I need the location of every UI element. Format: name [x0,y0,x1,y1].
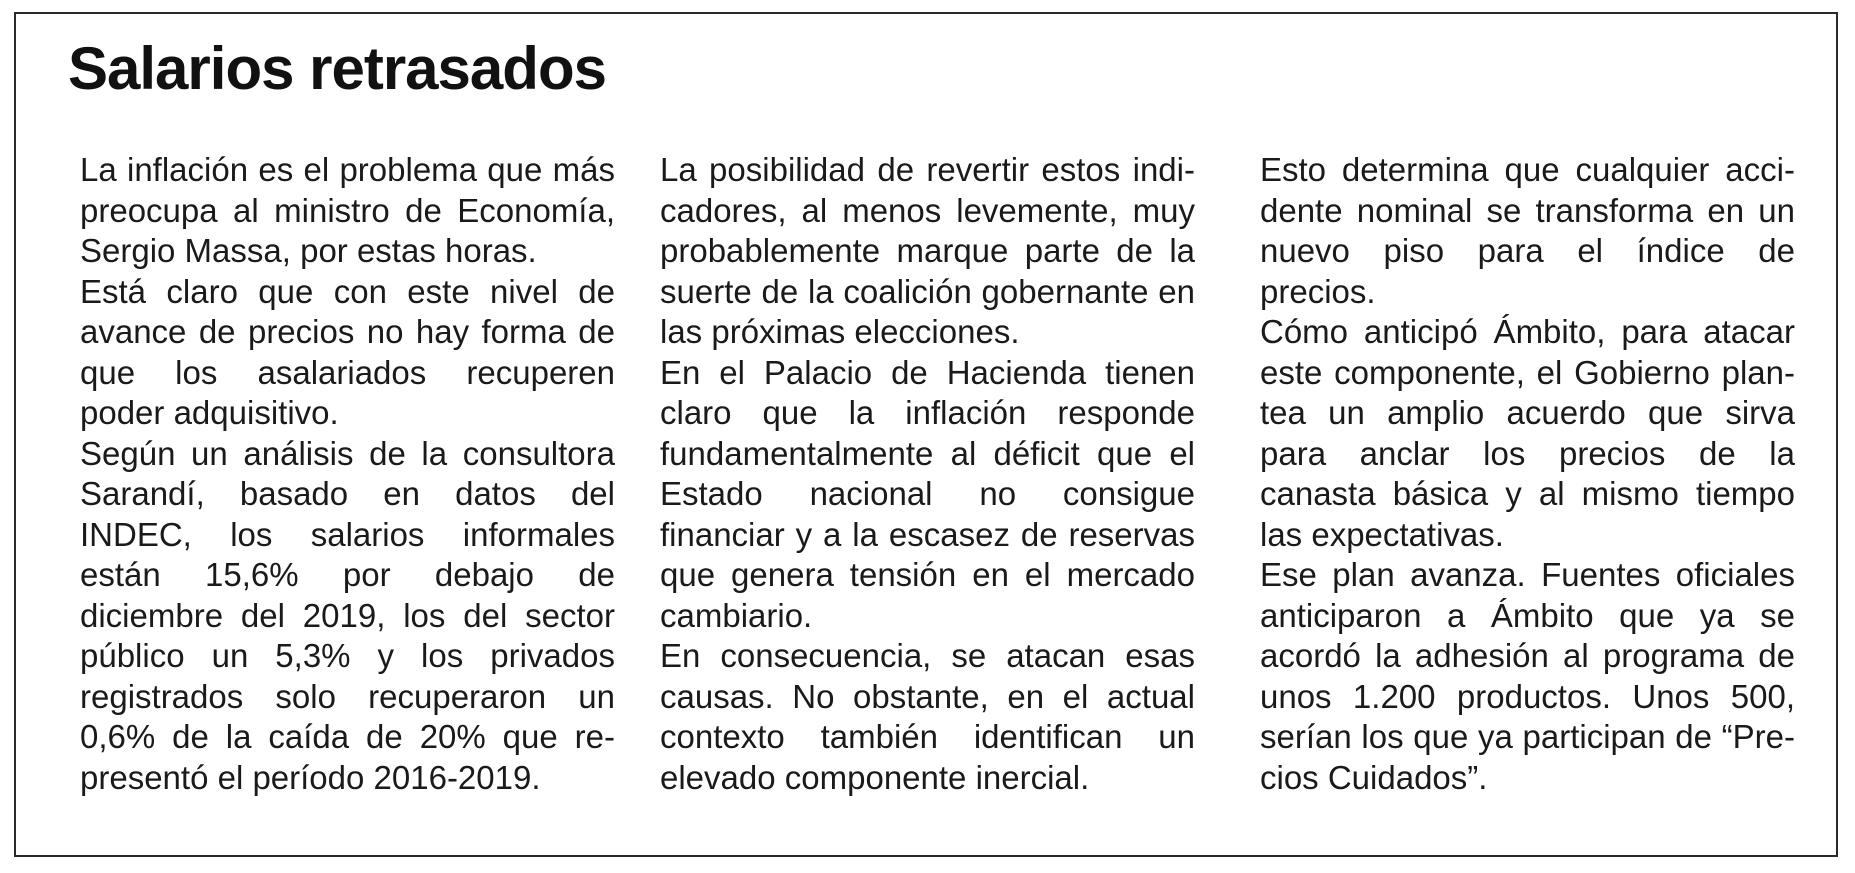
paragraph: En consecuencia, se atacan esas causas. No obstante, en el actual contexto también identifican un elevado componente inercial. [660,637,1195,796]
paragraph: Cómo anticipó Ámbito, para atacar este componente, el Gobierno plantea un amplio acuerdo que sirva para anclar los precios de la canasta básica y al mismo tiempo las expectativas. [1260,313,1795,553]
paragraph: La posibilidad de revertir estos indicadores, al menos levemente, muy probablemente marque parte de la suerte de la coalición gobernante en las próximas elecciones. [660,151,1195,350]
paragraph: La inflación es el problema que más preocupa al ministro de Economía, Sergio Massa, por estas horas. [80,151,615,269]
paragraph: Está claro que con este nivel de avance de precios no hay forma de que los asalariados recuperen poder adquisitivo. [80,272,615,431]
paragraph: Según un análisis de la consultora Sarandí, basado en datos del INDEC, los salarios informales están 15,6% por debajo de diciembre del 2019, los del sector público un 5,3% y los privados registrados solo recuperaron un 0,6% de la caída de 20% que representó el período 2016-2019. [80,434,615,796]
paragraph: Esto determina que cualquier accidente nominal se transforma en un nuevo piso para el índice de precios. [1260,151,1795,310]
article-column-1 [80,150,615,798]
article-title: Salarios retrasados [68,35,606,102]
paragraph: En el Palacio de Hacienda tienen claro que la inflación responde fundamentalmente al déficit que el Estado nacional no consigue financiar y a la escasez de reservas que genera tensión en el mercado cambiario. [660,353,1195,634]
article-column-2 [660,150,1195,798]
paragraph: Ese plan avanza. Fuentes oficiales anticiparon a Ámbito que ya se acordó la adhesión al programa de unos 1.200 productos. Unos 500, serían los que ya participan de “Precios Cuidados”. [1260,556,1795,796]
article-column-3 [1260,150,1795,798]
